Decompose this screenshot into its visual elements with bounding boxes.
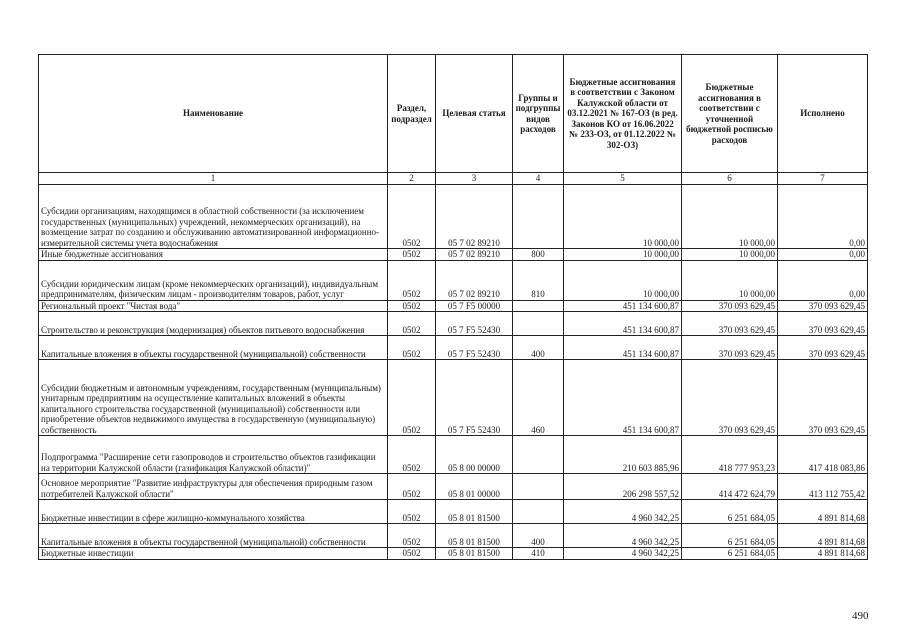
row-executed: 4 891 814,68 [778, 548, 868, 560]
row-executed: 417 418 083,86 [778, 436, 868, 474]
row-group: 400 [513, 336, 564, 360]
row-budget-law: 451 134 600,87 [564, 360, 682, 436]
row-budget-refined: 370 093 629,45 [682, 336, 778, 360]
table-row [39, 260, 868, 300]
row-group [513, 474, 564, 500]
row-name: Подпрограмма "Расширение сети газопроводов и строительство объектов газификации на территории Калужской области (газификация Калужской области)" [39, 436, 388, 474]
row-executed: 370 093 629,45 [778, 336, 868, 360]
row-budget-law: 210 603 885,96 [564, 436, 682, 474]
header-budget-law: Бюджетные ассигнования в соответствии с Законом Калужской области от 03.12.2021 № 167-ОЗ (в ред. Законов КО от 16.06.2022 № 233-ОЗ, от 01.12.2022 № 302-ОЗ) [564, 55, 682, 173]
row-budget-refined: 10 000,00 [682, 249, 778, 261]
row-section: 0502 [388, 300, 436, 312]
row-name: Субсидии бюджетным и автономным учреждениям, государственным (муниципальным) унитарным предприятиям на осуществление капитальных вложений в объекты капитального строительства государственной (муниципальной) собственности или приобретение объектов недвижимого имущества в государственную (муниципальную) собственность [39, 360, 388, 436]
row-group: 460 [513, 360, 564, 436]
row-budget-law: 4 960 342,25 [564, 524, 682, 548]
row-article: 05 8 01 81500 [436, 524, 513, 548]
row-budget-refined: 10 000,00 [682, 185, 778, 249]
row-group: 810 [513, 260, 564, 300]
table-row [39, 185, 868, 249]
table-body [39, 185, 868, 560]
row-budget-law: 451 134 600,87 [564, 300, 682, 312]
row-budget-law: 4 960 342,25 [564, 548, 682, 560]
row-name: Субсидии юридическим лицам (кроме некоммерческих организаций), индивидуальным предпринимателям, физическим лицам - производителям товаров, работ, услуг [39, 260, 388, 300]
row-executed: 0,00 [778, 260, 868, 300]
row-section: 0502 [388, 185, 436, 249]
header-budget-refined: Бюджетные ассигнования в соответствии с уточненной бюджетной росписью расходов [682, 55, 778, 173]
row-article: 05 7 02 89210 [436, 249, 513, 261]
row-executed: 370 093 629,45 [778, 312, 868, 336]
row-budget-refined: 370 093 629,45 [682, 300, 778, 312]
row-budget-law: 10 000,00 [564, 260, 682, 300]
table-row [39, 548, 868, 560]
table-row [39, 336, 868, 360]
row-budget-refined: 414 472 624,79 [682, 474, 778, 500]
table-row [39, 300, 868, 312]
header-name: Наименование [39, 55, 388, 173]
row-article: 05 7 F5 52430 [436, 360, 513, 436]
row-name: Основное мероприятие "Развитие инфраструктуры для обеспечения природным газом потребителей Калужской области" [39, 474, 388, 500]
column-number: 7 [778, 173, 868, 185]
row-section: 0502 [388, 249, 436, 261]
row-article: 05 8 01 00000 [436, 474, 513, 500]
table-row [39, 360, 868, 436]
row-executed: 0,00 [778, 249, 868, 261]
table-row [39, 500, 868, 524]
row-budget-refined: 6 251 684,05 [682, 500, 778, 524]
row-name: Субсидии организациям, находящимся в областной собственности (за исключением государственных (муниципальных) учреждений, некоммерческих организаций), на возмещение затрат по созданию и обслуживанию автоматизированной информационно-измерительной системы учета водоснабжения [39, 185, 388, 249]
row-budget-refined: 6 251 684,05 [682, 548, 778, 560]
row-name: Строительство и реконструкция (модернизация) объектов питьевого водоснабжения [39, 312, 388, 336]
column-number: 2 [388, 173, 436, 185]
row-section: 0502 [388, 524, 436, 548]
row-name: Капитальные вложения в объекты государственной (муниципальной) собственности [39, 524, 388, 548]
row-section: 0502 [388, 500, 436, 524]
row-article: 05 7 F5 52430 [436, 336, 513, 360]
row-budget-refined: 6 251 684,05 [682, 524, 778, 548]
row-article: 05 8 00 00000 [436, 436, 513, 474]
row-section: 0502 [388, 312, 436, 336]
row-article: 05 8 01 81500 [436, 500, 513, 524]
row-group [513, 185, 564, 249]
column-number: 5 [564, 173, 682, 185]
row-budget-law: 451 134 600,87 [564, 336, 682, 360]
row-budget-refined: 418 777 953,23 [682, 436, 778, 474]
row-article: 05 7 02 89210 [436, 185, 513, 249]
table-row [39, 249, 868, 261]
header-section: Раздел, подраздел [388, 55, 436, 173]
column-number: 3 [436, 173, 513, 185]
row-budget-law: 10 000,00 [564, 249, 682, 261]
row-budget-law: 10 000,00 [564, 185, 682, 249]
row-name: Бюджетные инвестиции [39, 548, 388, 560]
row-group: 410 [513, 548, 564, 560]
row-executed: 0,00 [778, 185, 868, 249]
row-section: 0502 [388, 436, 436, 474]
row-name: Региональный проект "Чистая вода" [39, 300, 388, 312]
row-section: 0502 [388, 360, 436, 436]
row-section: 0502 [388, 336, 436, 360]
row-name: Иные бюджетные ассигнования [39, 249, 388, 261]
row-budget-refined: 370 093 629,45 [682, 312, 778, 336]
table-row [39, 474, 868, 500]
row-group [513, 312, 564, 336]
row-group: 400 [513, 524, 564, 548]
row-article: 05 8 01 81500 [436, 548, 513, 560]
row-executed: 413 112 755,42 [778, 474, 868, 500]
row-budget-refined: 10 000,00 [682, 260, 778, 300]
row-group [513, 436, 564, 474]
table-row [39, 312, 868, 336]
row-article: 05 7 02 89210 [436, 260, 513, 300]
row-name: Капитальные вложения в объекты государственной (муниципальной) собственности [39, 336, 388, 360]
row-executed: 4 891 814,68 [778, 500, 868, 524]
row-executed: 370 093 629,45 [778, 300, 868, 312]
row-section: 0502 [388, 474, 436, 500]
row-group [513, 300, 564, 312]
header-executed: Исполнено [778, 55, 868, 173]
page-number: 490 [852, 610, 869, 622]
row-executed: 4 891 814,68 [778, 524, 868, 548]
row-executed: 370 093 629,45 [778, 360, 868, 436]
row-section: 0502 [388, 548, 436, 560]
column-number: 4 [513, 173, 564, 185]
row-budget-refined: 370 093 629,45 [682, 360, 778, 436]
row-article: 05 7 F5 00000 [436, 300, 513, 312]
row-budget-law: 451 134 600,87 [564, 312, 682, 336]
row-group: 800 [513, 249, 564, 261]
row-article: 05 7 F5 52430 [436, 312, 513, 336]
header-article: Целевая статья [436, 55, 513, 173]
row-group [513, 500, 564, 524]
column-number: 1 [39, 173, 388, 185]
table-row [39, 436, 868, 474]
column-number: 6 [682, 173, 778, 185]
table-row [39, 524, 868, 548]
row-budget-law: 206 298 557,52 [564, 474, 682, 500]
row-budget-law: 4 960 342,25 [564, 500, 682, 524]
budget-table [38, 54, 868, 560]
header-group: Группы и подгруппы видов расходов [513, 55, 564, 173]
row-name: Бюджетные инвестиции в сфере жилищно-коммунального хозяйства [39, 500, 388, 524]
row-section: 0502 [388, 260, 436, 300]
